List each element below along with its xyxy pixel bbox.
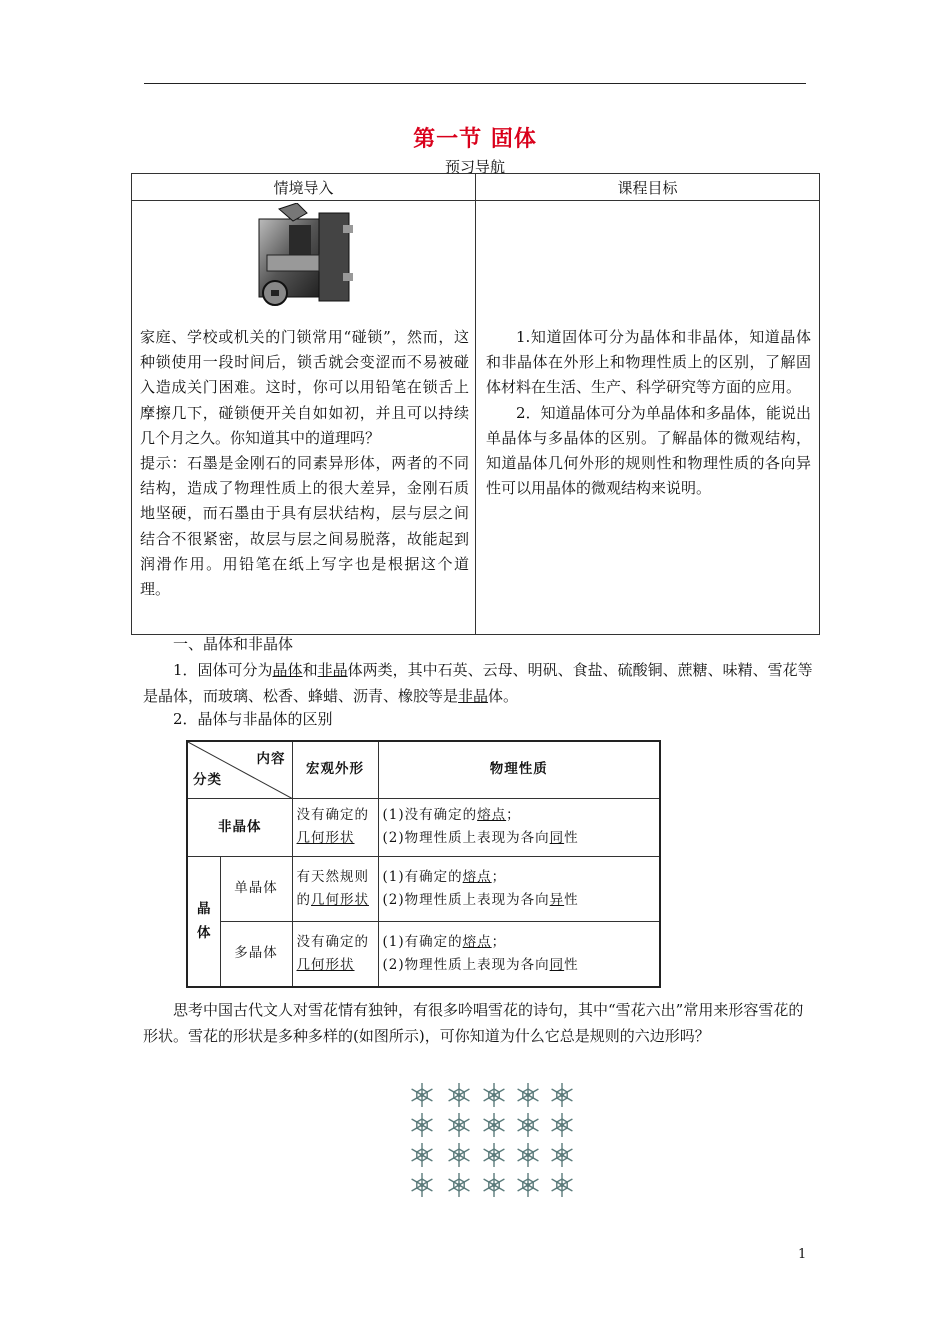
- hint-text: 提示：石墨是金刚石的同素异形体，两者的不同结构，造成了物理性质上的很大差异，金刚石质地坚硬，而石墨由于具有层状结构，层与层之间结合不很紧密，故层与层之间易脱落，故能起到润滑作用。用铅笔在纸上写字也是根据这个道理。: [140, 454, 469, 599]
- think-paragraph: 思考中国古代文人对雪花情有独钟，有很多吟唱雪花的诗句，其中“雪花六出”常用来形容雪花的形状。雪花的形状是多种多样的(如图所示)，可你知道为什么它总是规则的六边形吗？: [143, 1001, 804, 1045]
- group-crystal-label: 晶体: [187, 856, 220, 987]
- lock-image: [257, 203, 357, 318]
- goals-cell: [476, 201, 820, 635]
- row-poly-label: 多晶体: [220, 921, 292, 987]
- header-rule: [144, 83, 806, 84]
- diag-label-category: 分类: [193, 771, 222, 788]
- single-shape: 有天然规则的几何形状: [292, 856, 378, 921]
- poly-shape: 没有确定的几何形状: [292, 921, 378, 987]
- poly-props: (1)有确定的熔点； (2)物理性质上表现为各向同性: [378, 921, 660, 987]
- row-amorphous-label: 非晶体: [187, 798, 292, 856]
- page-number: 1: [798, 1247, 807, 1262]
- single-props: (1)有确定的熔点； (2)物理性质上表现为各向异性: [378, 856, 660, 921]
- amorphous-props: (1)没有确定的熔点； (2)物理性质上表现为各向同性: [378, 798, 660, 856]
- amorphous-shape: 没有确定的几何形状: [292, 798, 378, 856]
- diagonal-header-cell: [187, 741, 292, 798]
- paragraph-2: 2．晶体与非晶体的区别: [173, 710, 333, 728]
- row-single-label: 单晶体: [220, 856, 292, 921]
- header-goals: 课程目标: [476, 174, 820, 201]
- goal-2: 2．知道晶体可分为单晶体和多晶体，能说出单晶体与多晶体的区别。了解晶体的微观结构，知道晶体几何外形的规则性和物理性质的各向异性可以用晶体的微观结构来说明。: [486, 403, 811, 498]
- crystal-comparison-table: [186, 740, 661, 988]
- col-header-shape: 宏观外形: [292, 741, 378, 798]
- snowflakes-image: [405, 1080, 580, 1200]
- preview-guide-table: [131, 173, 820, 635]
- goal-1: 1.知道固体可分为晶体和非晶体，知道晶体和非晶体在外形上和物理性质上的区别，了解固体材料在生活、生产、科学研究等方面的应用。: [486, 328, 811, 397]
- diag-label-content: 内容: [256, 751, 286, 767]
- page-title: 第一节 固体: [413, 126, 537, 152]
- scene-cell: [132, 201, 476, 635]
- header-scene: 情境导入: [132, 174, 476, 201]
- col-header-props: 物理性质: [378, 741, 660, 798]
- section-heading: 一、晶体和非晶体: [173, 635, 294, 653]
- scene-text: 家庭、学校或机关的门锁常用“碰锁”，然而，这种锁使用一段时间后，锁舌就会变涩而不易被碰入造成关门困难。这时，你可以用铅笔在锁舌上摩擦几下，碰锁便开关自如如初，并且可以持续几个月之久。你知道其中的道理吗？: [140, 328, 469, 447]
- page-subtitle: 预习导航: [444, 158, 505, 176]
- paragraph-1: 1．固体可分为晶体和非晶体两类，其中石英、云母、明矾、食盐、硫酸铜、蔗糖、味精、雪花等是晶体，而玻璃、松香、蜂蜡、沥青、橡胶等是非晶体。: [143, 661, 813, 705]
